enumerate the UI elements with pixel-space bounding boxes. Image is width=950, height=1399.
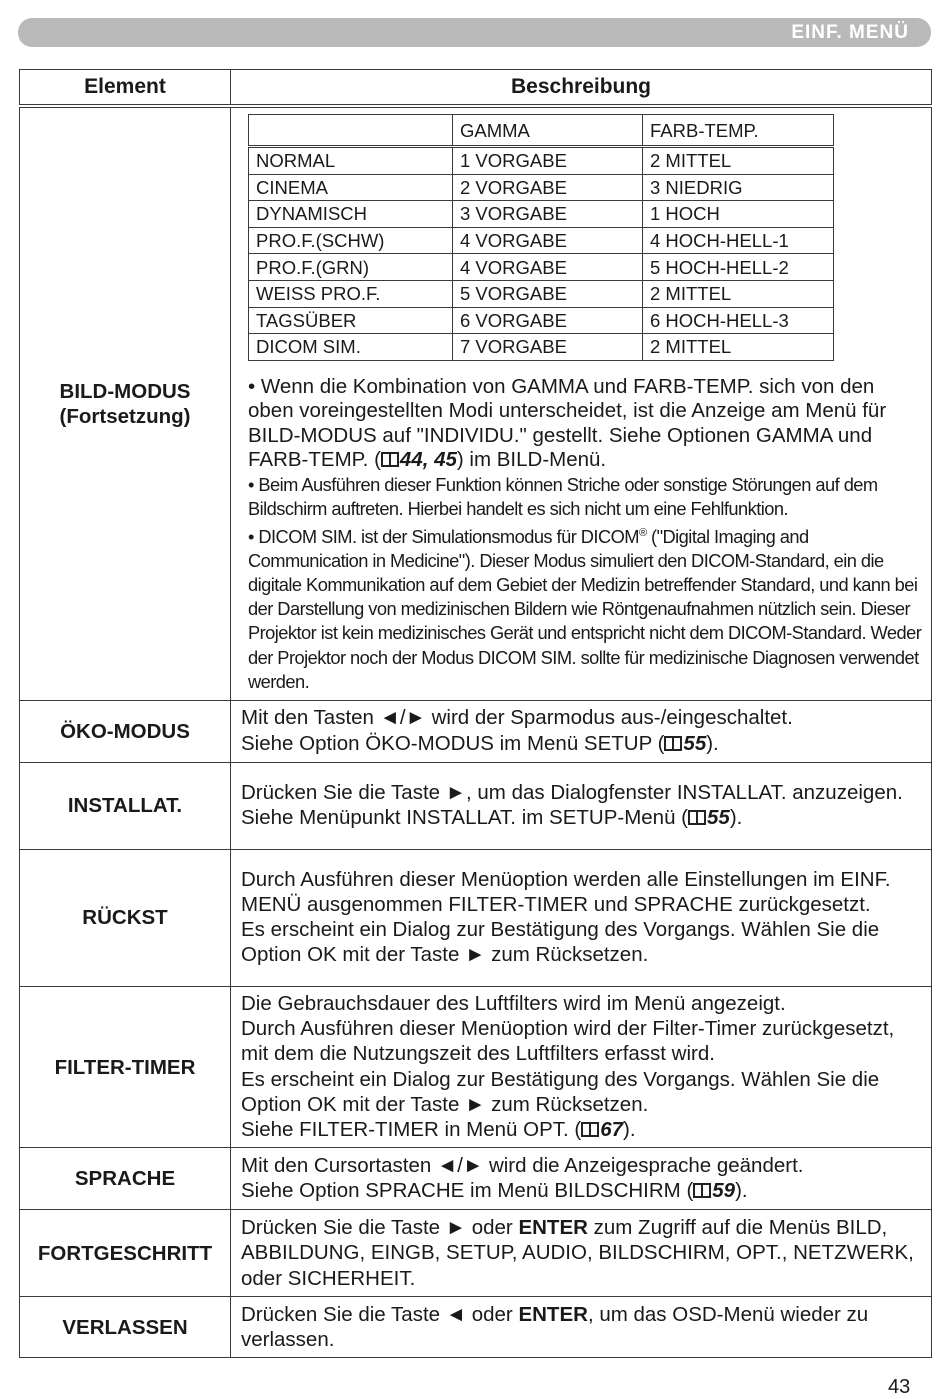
book-reference-icon (664, 736, 682, 751)
table-row (249, 201, 834, 228)
element-sprache: SPRACHE (20, 1148, 231, 1210)
desc-verlassen (231, 1297, 932, 1358)
table-header-row (20, 70, 932, 107)
table-row-fortgeschritt (20, 1210, 932, 1297)
page-number: 43 (888, 1376, 911, 1398)
desc-text-end: ). (735, 1179, 748, 1203)
desc-text: Siehe Menüpunkt INSTALLAT. im SETUP-Menü ( (241, 806, 688, 830)
desc-text-end: zum Zugriff auf die Menüs BILD, ABBILDUNG, EINGB, SETUP, AUDIO, BILDSCHIRM, OPT., NETZWERK, oder SICHERHEIT. (241, 1216, 914, 1290)
column-header-element: Element (20, 70, 231, 107)
desc-line (241, 731, 925, 756)
desc-text-end: ). (729, 806, 743, 830)
table-row-verlassen (20, 1297, 932, 1358)
desc-line: Es erscheint ein Dialog zur Bestätigung des Vorgangs. Wählen Sie die Option OK mit der Taste ► zum Rücksetzen. (241, 918, 880, 967)
note-gamma-text: • Wenn die Kombination von GAMMA und FARB-TEMP. sich von den oben voreingestellten Modi unterscheidet, ist die Anzeige am Menü für BILD-MODUS auf "INDIVIDU." gestellt. Siehe Optionen GAMMA und FARB-TEMP. ( (248, 374, 887, 472)
preset-cell: CINEMA (249, 174, 453, 201)
element-bild-modus-line1: BILD-MODUS (59, 379, 191, 403)
page-reference: 67 (600, 1118, 624, 1142)
table-row (249, 307, 834, 334)
section-header-bar (18, 18, 931, 47)
preset-cell: DYNAMISCH (249, 201, 453, 228)
preset-cell: 2 MITTEL (643, 280, 834, 307)
table-row (249, 254, 834, 281)
preset-cell: 5 HOCH-HELL-2 (643, 254, 834, 281)
table-row-bild-modus (20, 106, 932, 700)
book-reference-icon (381, 452, 399, 467)
preset-header-cell (249, 115, 453, 147)
table-row-oeko-modus (20, 700, 932, 762)
table-row (249, 280, 834, 307)
desc-line: Die Gebrauchsdauer des Luftfilters wird im Menü angezeigt. (241, 991, 786, 1015)
enter-key-label: ENTER (518, 1302, 588, 1326)
element-verlassen: VERLASSEN (20, 1297, 231, 1358)
mode-preset-table (248, 114, 834, 361)
desc-fortgeschritt (231, 1210, 932, 1297)
note-gamma-end: ) im BILD-Menü. (456, 448, 607, 472)
note-dicom (248, 521, 925, 694)
desc-sprache (231, 1148, 932, 1210)
menu-table (19, 69, 932, 1358)
table-row-rueckst (20, 849, 932, 986)
note-interference: • Beim Ausführen dieser Funktion können Striche oder sonstige Störungen auf dem Bildschirm auftreten. Hierbei handelt es sich nicht um eine Fehlfunktion. (248, 473, 878, 519)
desc-text-end: , um das OSD-Menü wieder zu verlassen. (241, 1302, 869, 1351)
section-title: EINF. MENÜ (791, 22, 909, 43)
preset-cell: 1 HOCH (643, 201, 834, 228)
desc-text-end: ). (623, 1118, 636, 1142)
preset-cell: 4 HOCH-HELL-1 (643, 227, 834, 254)
registered-mark: ® (638, 526, 647, 539)
table-row-installat (20, 762, 932, 849)
table-row (249, 334, 834, 361)
preset-cell: 1 VORGABE (453, 147, 643, 175)
desc-line (241, 805, 925, 830)
preset-cell: TAGSÜBER (249, 307, 453, 334)
desc-text: Drücken Sie die Taste ◄ oder (241, 1302, 519, 1326)
preset-cell: 3 VORGABE (453, 201, 643, 228)
preset-cell: 6 HOCH-HELL-3 (643, 307, 834, 334)
desc-line: Es erscheint ein Dialog zur Bestätigung des Vorgangs. Wählen Sie die Option OK mit der Taste ► zum Rücksetzen. (241, 1067, 880, 1116)
preset-cell: 4 VORGABE (453, 254, 643, 281)
book-reference-icon (688, 810, 706, 825)
desc-text: Siehe FILTER-TIMER in Menü OPT. ( (241, 1118, 582, 1142)
preset-cell: 2 MITTEL (643, 334, 834, 361)
preset-cell: 2 VORGABE (453, 174, 643, 201)
column-header-description: Beschreibung (231, 70, 932, 107)
book-reference-icon (693, 1183, 711, 1198)
desc-rueckst (231, 849, 932, 986)
element-bild-modus (20, 106, 231, 700)
desc-line: Durch Ausführen dieser Menüoption werden alle Einstellungen im EINF. MENÜ ausgenommen FILTER-TIMER und SPRACHE zurückgesetzt. (241, 867, 891, 916)
note-dicom-text-cont: ("Digital Imaging and Communication in Medicine"). Dieser Modus simuliert den DICOM-Standard, ein die digitale Kommunikation auf dem Gebiet der Medizin betreffender Standard, und kann bei der Darstellung von medizinischen Bildern wie Röntgenaufnahmen nützlich sein. Dieser Projektor ist kein medizinisches Gerät und entspricht nicht dem DICOM-Standard. Weder der Projektor noch der Modus DICOM SIM. sollte für medizinische Diagnosen verwendet werden. (248, 526, 922, 692)
desc-oeko-modus (231, 700, 932, 762)
table-row-filter-timer (20, 986, 932, 1148)
preset-cell: DICOM SIM. (249, 334, 453, 361)
desc-installat (231, 762, 932, 849)
preset-cell: PRO.F.(GRN) (249, 254, 453, 281)
preset-cell: 5 VORGABE (453, 280, 643, 307)
desc-line: Mit den Cursortasten ◄/► wird die Anzeigesprache geändert. (241, 1154, 804, 1178)
note-dicom-text: • DICOM SIM. ist der Simulationsmodus für DICOM (248, 526, 639, 548)
preset-cell: WEISS PRO.F. (249, 280, 453, 307)
book-reference-icon (581, 1122, 599, 1137)
element-rueckst: RÜCKST (20, 849, 231, 986)
element-oeko-modus: ÖKO-MODUS (20, 700, 231, 762)
page-reference: 55 (707, 806, 730, 830)
element-fortgeschritt: FORTGESCHRITT (20, 1210, 231, 1297)
preset-cell: 2 MITTEL (643, 147, 834, 175)
element-filter-timer: FILTER-TIMER (20, 986, 231, 1148)
preset-cell: 6 VORGABE (453, 307, 643, 334)
preset-header-cell: GAMMA (453, 115, 643, 147)
enter-key-label: ENTER (518, 1216, 588, 1240)
desc-line: Durch Ausführen dieser Menüoption wird der Filter-Timer zurückgesetzt, mit dem die Nutzungszeit des Luftfilters erfasst wird. (241, 1016, 895, 1066)
preset-cell: 3 NIEDRIG (643, 174, 834, 201)
preset-cell: NORMAL (249, 147, 453, 175)
desc-line (241, 1178, 925, 1203)
page-reference: 44, 45 (399, 448, 457, 472)
preset-cell: 4 VORGABE (453, 227, 643, 254)
page-reference: 59 (712, 1179, 736, 1203)
preset-cell: 7 VORGABE (453, 334, 643, 361)
table-row (249, 174, 834, 201)
page-reference: 55 (683, 731, 707, 755)
desc-text: Siehe Option ÖKO-MODUS im Menü SETUP ( (241, 731, 665, 755)
desc-line: Mit den Tasten ◄/► wird der Sparmodus aus-/eingeschaltet. (241, 706, 793, 730)
desc-bild-modus (231, 106, 932, 700)
note-gamma-combination (248, 375, 925, 473)
table-row-sprache (20, 1148, 932, 1210)
desc-line (241, 1117, 925, 1142)
mode-preset-header-row (249, 115, 834, 147)
preset-header-cell: FARB-TEMP. (643, 115, 834, 147)
desc-text: Drücken Sie die Taste ► oder (241, 1216, 519, 1240)
desc-filter-timer (231, 986, 932, 1148)
desc-text: Siehe Option SPRACHE im Menü BILDSCHIRM ( (241, 1179, 694, 1203)
preset-cell: PRO.F.(SCHW) (249, 227, 453, 254)
table-row (249, 227, 834, 254)
table-row (249, 147, 834, 175)
element-installat: INSTALLAT. (20, 762, 231, 849)
desc-text-end: ). (706, 731, 719, 755)
element-bild-modus-line2: (Fortsetzung) (59, 404, 191, 428)
desc-line: Drücken Sie die Taste ►, um das Dialogfenster INSTALLAT. anzuzeigen. (241, 780, 903, 804)
